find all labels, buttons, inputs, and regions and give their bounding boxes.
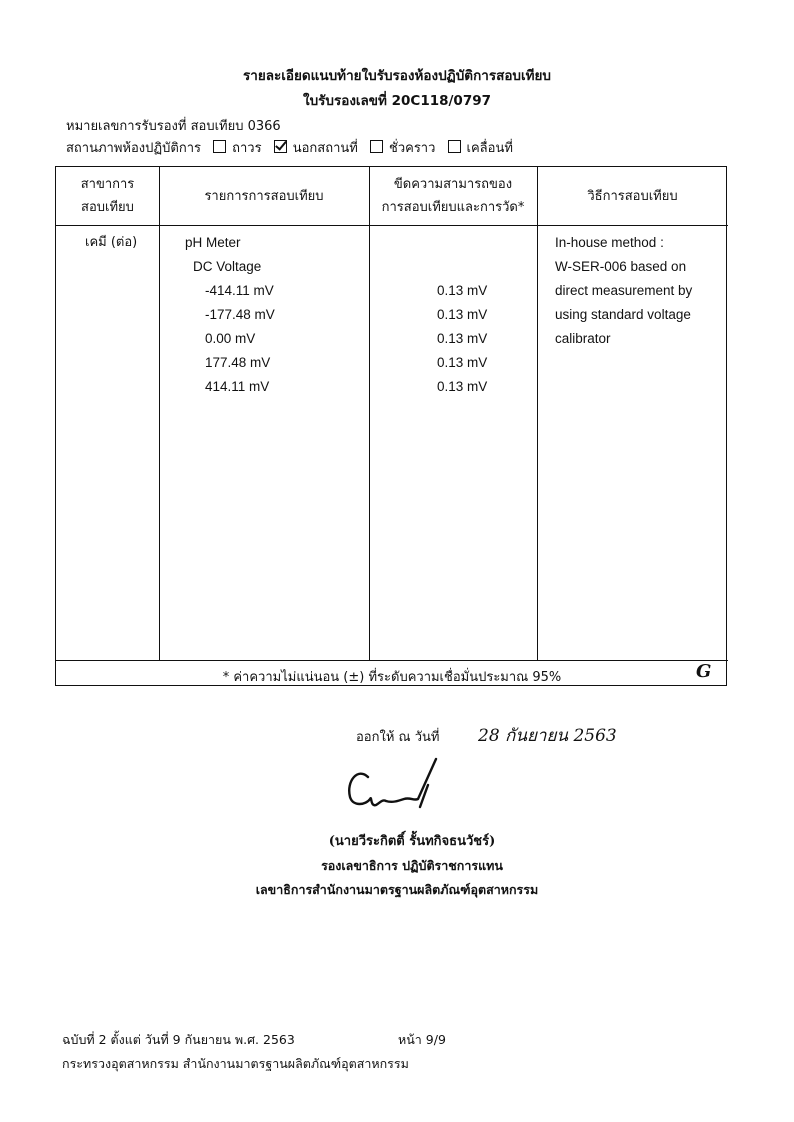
item-title: pH Meter: [185, 235, 241, 250]
header-items: รายการการสอบเทียบ: [204, 189, 324, 204]
option-temporary-label: ชั่วคราว: [389, 141, 436, 156]
column-divider: [159, 167, 160, 660]
checkbox-permanent: [213, 140, 226, 153]
calibration-table: [55, 166, 727, 686]
method-line: calibrator: [555, 331, 611, 346]
cmc-value: 0.13 mV: [437, 307, 488, 322]
signatory-name: (นายวีระกิตติ์ รั้นทกิจธนวัชร์): [328, 834, 496, 849]
method-line: using standard voltage: [555, 307, 691, 322]
cmc-value: 0.13 mV: [437, 283, 488, 298]
checkbox-temporary: [370, 140, 383, 153]
header-method: วิธีการสอบเทียบ: [587, 189, 678, 204]
header-capability: ขีดความสามารถของ การสอบเทียบและการวัด*: [381, 177, 525, 215]
cmc-value: 0.13 mV: [437, 355, 488, 370]
option-mobile-label: เคลื่อนที่: [466, 141, 513, 156]
edition-info: ฉบับที่ 2 ตั้งแต่ วันที่ 9 กันยายน พ.ศ. 2563: [62, 1032, 295, 1047]
option-onsite-label: นอกสถานที่: [292, 141, 358, 156]
range-value: -177.48 mV: [205, 307, 275, 322]
checkbox-onsite: [274, 140, 287, 153]
lab-status-row: [66, 137, 513, 158]
method-line: direct measurement by: [555, 283, 693, 298]
footer-organization: กระทรวงอุตสาหกรรม สำนักงานมาตรฐานผลิตภัณฑ์อุตสาหกรรม: [62, 1056, 409, 1071]
column-divider: [537, 167, 538, 660]
issue-date-label: ออกให้ ณ วันที่: [356, 730, 440, 745]
range-value: 414.11 mV: [205, 379, 270, 394]
item-subtitle: DC Voltage: [193, 259, 262, 274]
method-line: In-house method :: [555, 235, 664, 250]
signature: [340, 755, 450, 815]
cmc-value: 0.13 mV: [437, 331, 488, 346]
method-line: W-SER-006 based on: [555, 259, 687, 274]
certificate-number: ใบรับรองเลขที่ 20C118/0797: [302, 93, 492, 109]
field-value: เคมี (ต่อ): [85, 235, 138, 250]
cmc-value: 0.13 mV: [437, 379, 488, 394]
lab-status-label: สถานภาพห้องปฏิบัติการ: [66, 141, 201, 156]
issue-date-handwritten: 28 กันยายน 2563: [478, 726, 617, 746]
range-value: -414.11 mV: [205, 283, 274, 298]
signatory-position: รองเลขาธิการ ปฏิบัติราชการแทน: [321, 858, 503, 873]
footer-divider: [56, 660, 728, 661]
page-number: หน้า 9/9: [398, 1032, 446, 1047]
header-divider: [56, 225, 728, 226]
reviewer-initials: G: [696, 661, 712, 682]
uncertainty-footnote: * ค่าความไม่แน่นอน (±) ที่ระดับความเชื่อมั่นประมาณ 95%: [222, 670, 562, 685]
option-permanent-label: ถาวร: [232, 141, 262, 156]
checkbox-mobile: [448, 140, 461, 153]
accreditation-number: หมายเลขการรับรองที่ สอบเทียบ 0366: [66, 119, 281, 134]
header-field: สาขาการ สอบเทียบ: [80, 177, 135, 215]
document-title: รายละเอียดแนบท้ายใบรับรองห้องปฏิบัติการสอบเทียบ: [243, 68, 551, 84]
signatory-organization: เลขาธิการสำนักงานมาตรฐานผลิตภัณฑ์อุตสาหกรรม: [255, 882, 539, 897]
range-value: 177.48 mV: [205, 355, 271, 370]
column-divider: [369, 167, 370, 660]
range-value: 0.00 mV: [205, 331, 256, 346]
